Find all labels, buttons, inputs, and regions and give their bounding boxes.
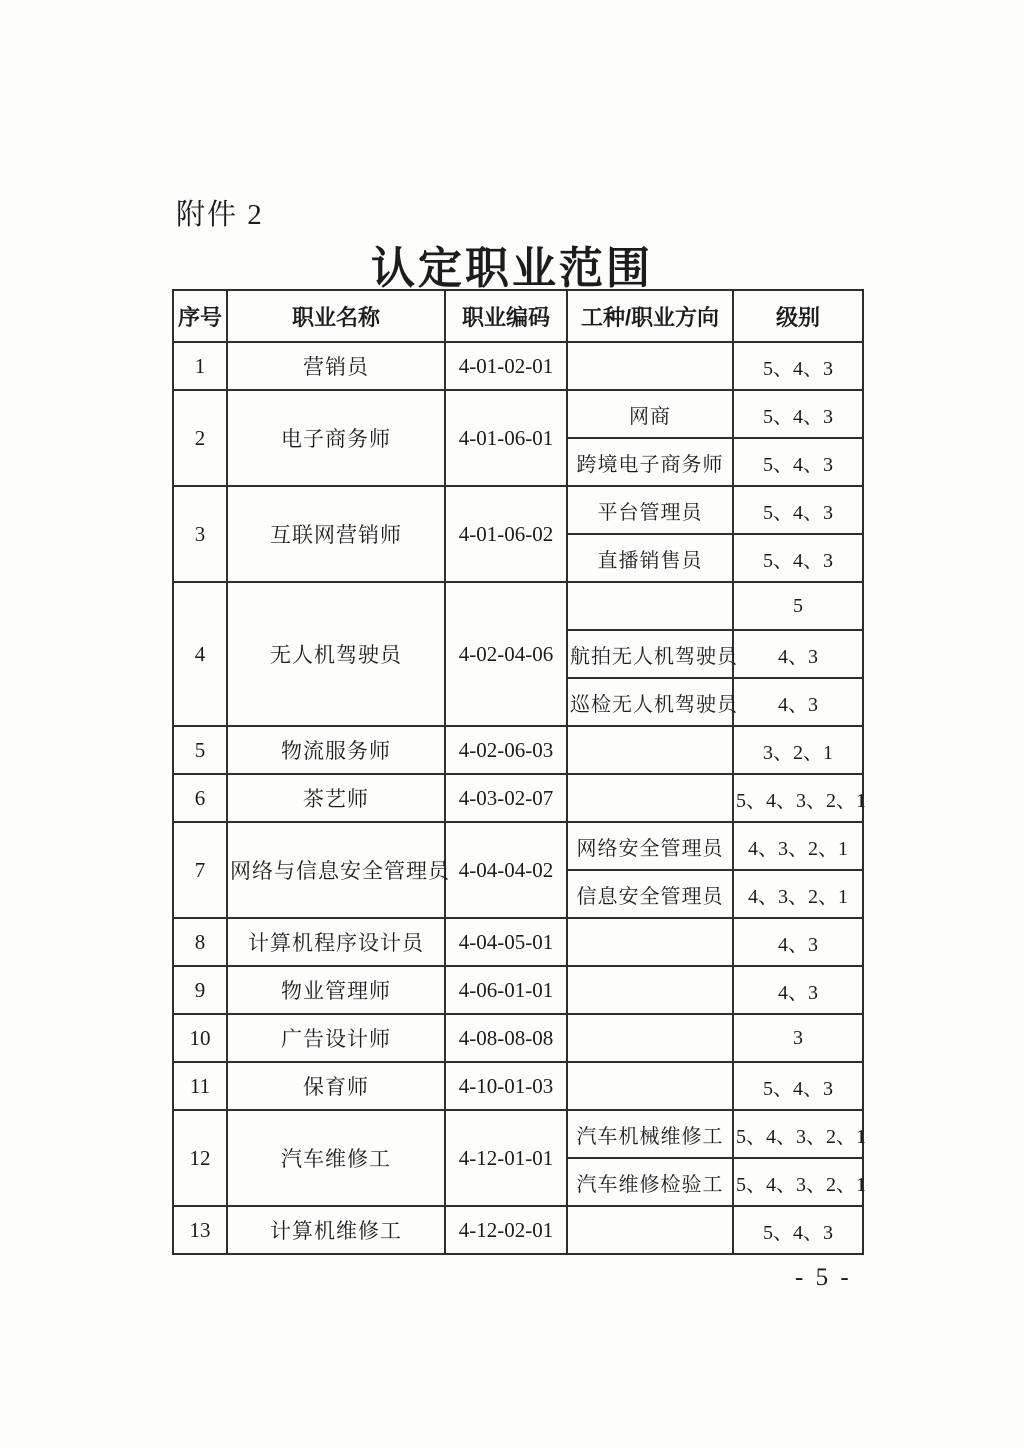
cell-direction (567, 1206, 733, 1254)
cell-level: 5 (733, 582, 863, 630)
cell-direction: 直播销售员 (567, 534, 733, 582)
cell-no: 12 (173, 1110, 227, 1206)
cell-code: 4-08-08-08 (445, 1014, 567, 1062)
page-number: - 5 - (795, 1264, 852, 1291)
cell-name: 无人机驾驶员 (227, 582, 445, 726)
cell-code: 4-02-06-03 (445, 726, 567, 774)
cell-no: 1 (173, 342, 227, 390)
cell-level: 5、4、3 (733, 1206, 863, 1254)
cell-name: 电子商务师 (227, 390, 445, 486)
cell-name: 物流服务师 (227, 726, 445, 774)
cell-direction: 汽车机械维修工 (567, 1110, 733, 1158)
cell-no: 5 (173, 726, 227, 774)
cell-name: 计算机程序设计员 (227, 918, 445, 966)
header-direction: 工种/职业方向 (567, 290, 733, 342)
cell-name: 网络与信息安全管理员 (227, 822, 445, 918)
cell-level: 5、4、3、2、1 (733, 1158, 863, 1206)
table-row (173, 342, 863, 390)
cell-level: 5、4、3 (733, 486, 863, 534)
cell-no: 2 (173, 390, 227, 486)
table-row (173, 774, 863, 822)
cell-level: 5、4、3 (733, 390, 863, 438)
cell-no: 10 (173, 1014, 227, 1062)
cell-direction (567, 1062, 733, 1110)
cell-direction: 平台管理员 (567, 486, 733, 534)
cell-level: 5、4、3、2、1 (733, 774, 863, 822)
table-row (173, 582, 863, 630)
cell-name: 广告设计师 (227, 1014, 445, 1062)
cell-level: 4、3 (733, 630, 863, 678)
cell-level: 4、3、2、1 (733, 870, 863, 918)
table-row (173, 1014, 863, 1062)
cell-name: 物业管理师 (227, 966, 445, 1014)
cell-name: 汽车维修工 (227, 1110, 445, 1206)
cell-no: 6 (173, 774, 227, 822)
cell-direction (567, 966, 733, 1014)
table-row (173, 1062, 863, 1110)
cell-name: 营销员 (227, 342, 445, 390)
cell-no: 11 (173, 1062, 227, 1110)
cell-no: 3 (173, 486, 227, 582)
cell-direction (567, 1014, 733, 1062)
cell-code: 4-10-01-03 (445, 1062, 567, 1110)
header-name: 职业名称 (227, 290, 445, 342)
cell-code: 4-12-02-01 (445, 1206, 567, 1254)
cell-code: 4-01-02-01 (445, 342, 567, 390)
table-row (173, 918, 863, 966)
cell-direction (567, 918, 733, 966)
cell-level: 3 (733, 1014, 863, 1062)
cell-direction (567, 726, 733, 774)
cell-code: 4-03-02-07 (445, 774, 567, 822)
cell-direction: 巡检无人机驾驶员 (567, 678, 733, 726)
cell-no: 7 (173, 822, 227, 918)
table-row (173, 1206, 863, 1254)
table-row (173, 486, 863, 534)
cell-level: 4、3 (733, 918, 863, 966)
cell-direction: 网络安全管理员 (567, 822, 733, 870)
table-row (173, 390, 863, 438)
table-header-row (173, 290, 863, 342)
cell-direction: 网商 (567, 390, 733, 438)
cell-code: 4-12-01-01 (445, 1110, 567, 1206)
cell-level: 3、2、1 (733, 726, 863, 774)
cell-name: 计算机维修工 (227, 1206, 445, 1254)
cell-direction (567, 774, 733, 822)
table-row (173, 966, 863, 1014)
cell-direction: 航拍无人机驾驶员 (567, 630, 733, 678)
page-title: 认定职业范围 (371, 244, 653, 293)
occupation-table (172, 289, 864, 1255)
cell-level: 4、3 (733, 678, 863, 726)
cell-name: 茶艺师 (227, 774, 445, 822)
cell-level: 5、4、3、2、1 (733, 1110, 863, 1158)
cell-code: 4-02-04-06 (445, 582, 567, 726)
cell-level: 5、4、3 (733, 534, 863, 582)
cell-direction (567, 342, 733, 390)
table-row (173, 822, 863, 870)
cell-no: 9 (173, 966, 227, 1014)
cell-name: 互联网营销师 (227, 486, 445, 582)
cell-code: 4-01-06-02 (445, 486, 567, 582)
cell-level: 4、3、2、1 (733, 822, 863, 870)
cell-code: 4-04-04-02 (445, 822, 567, 918)
cell-direction: 信息安全管理员 (567, 870, 733, 918)
cell-code: 4-01-06-01 (445, 390, 567, 486)
cell-level: 5、4、3 (733, 1062, 863, 1110)
attachment-label: 附件 2 (176, 199, 264, 231)
cell-direction: 汽车维修检验工 (567, 1158, 733, 1206)
cell-no: 8 (173, 918, 227, 966)
cell-no: 13 (173, 1206, 227, 1254)
header-level: 级别 (733, 290, 863, 342)
cell-level: 5、4、3 (733, 438, 863, 486)
table-body (173, 342, 866, 1254)
cell-name: 保育师 (227, 1062, 445, 1110)
table-row (173, 1110, 863, 1158)
cell-direction: 跨境电子商务师 (567, 438, 733, 486)
header-no: 序号 (173, 290, 227, 342)
table-row (173, 726, 863, 774)
cell-direction (567, 582, 733, 630)
cell-code: 4-06-01-01 (445, 966, 567, 1014)
cell-level: 4、3 (733, 966, 863, 1014)
cell-code: 4-04-05-01 (445, 918, 567, 966)
cell-level: 5、4、3 (733, 342, 863, 390)
cell-no: 4 (173, 582, 227, 726)
header-code: 职业编码 (445, 290, 567, 342)
